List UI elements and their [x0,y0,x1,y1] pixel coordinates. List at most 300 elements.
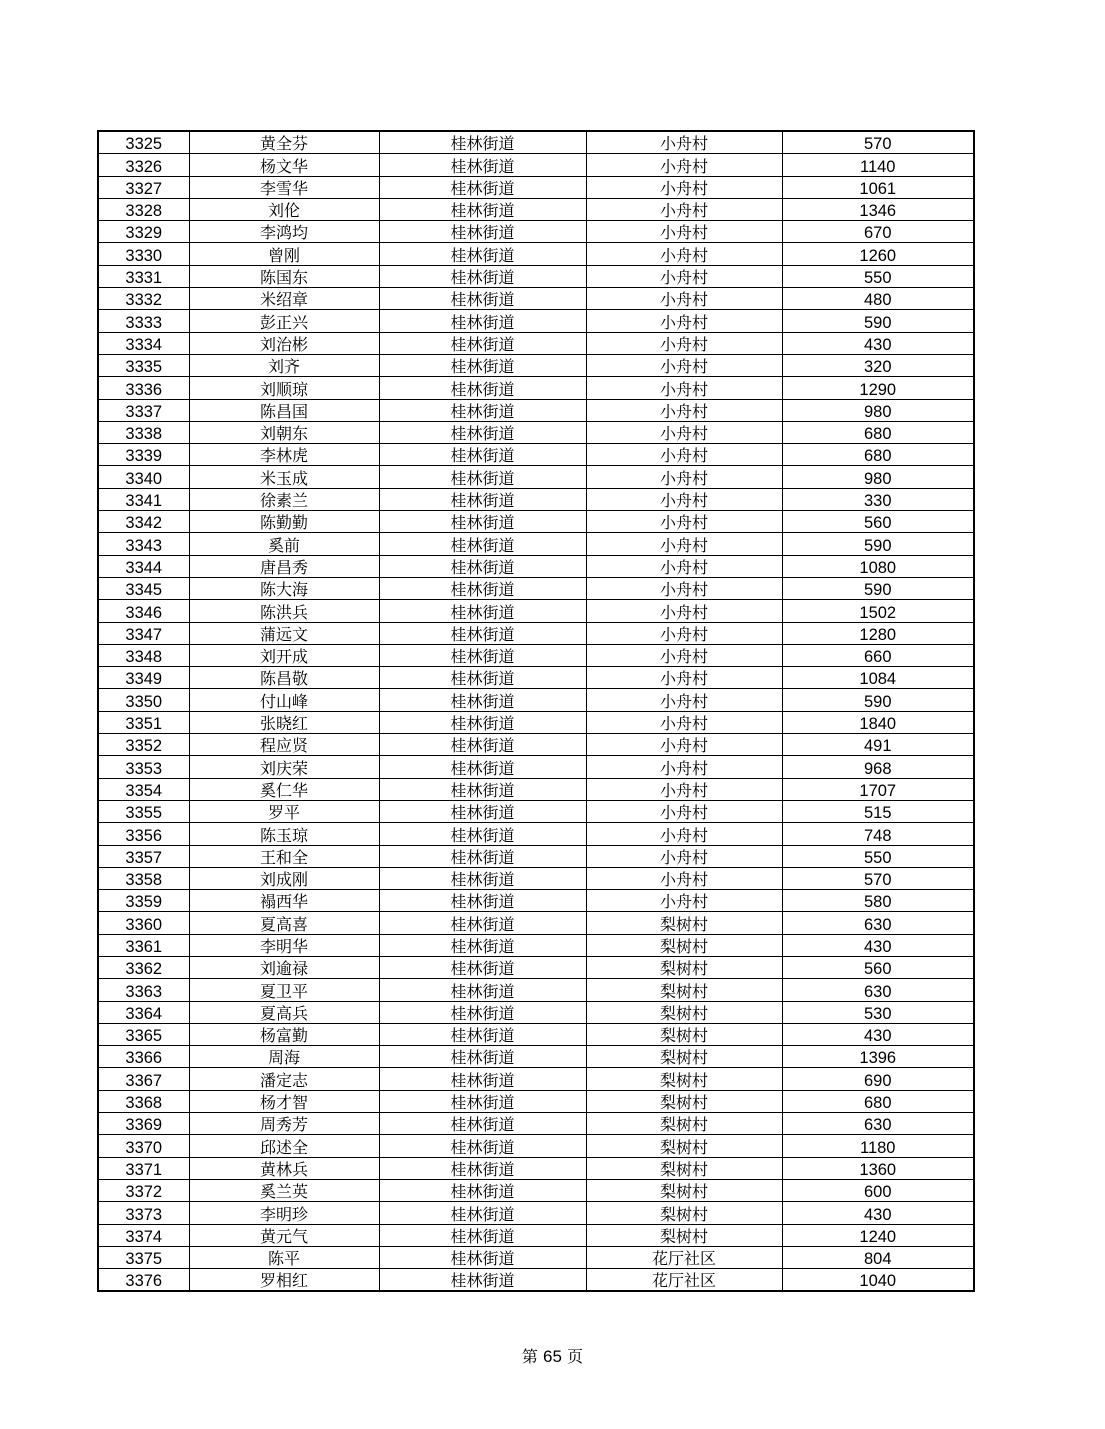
village-cell: 小舟村 [586,265,782,287]
record-id-cell: 3373 [98,1202,189,1224]
street-cell: 桂林街道 [379,444,586,466]
person-name-cell: 杨文华 [189,154,379,176]
table-row [98,332,974,354]
street-cell: 桂林街道 [379,488,586,510]
amount-cell: 590 [782,310,974,332]
table-row [98,466,974,488]
record-id-cell: 3360 [98,912,189,934]
village-cell: 小舟村 [586,711,782,733]
record-id-cell: 3346 [98,600,189,622]
person-name-cell: 陈勤勤 [189,511,379,533]
street-cell: 桂林街道 [379,1068,586,1090]
person-name-cell: 曾刚 [189,243,379,265]
table-row [98,154,974,176]
table-row [98,667,974,689]
amount-cell: 590 [782,689,974,711]
village-cell: 小舟村 [586,867,782,889]
street-cell: 桂林街道 [379,756,586,778]
village-cell: 小舟村 [586,667,782,689]
street-cell: 桂林街道 [379,176,586,198]
person-name-cell: 夏高喜 [189,912,379,934]
record-id-cell: 3328 [98,198,189,220]
person-name-cell: 刘成刚 [189,867,379,889]
record-id-cell: 3375 [98,1246,189,1268]
record-id-cell: 3331 [98,265,189,287]
amount-cell: 804 [782,1246,974,1268]
record-id-cell: 3369 [98,1113,189,1135]
table-row [98,1246,974,1268]
person-name-cell: 奚兰英 [189,1179,379,1201]
village-cell: 梨树村 [586,979,782,1001]
person-name-cell: 黄元气 [189,1224,379,1246]
table-row [98,934,974,956]
street-cell: 桂林街道 [379,221,586,243]
record-id-cell: 3342 [98,511,189,533]
amount-cell: 680 [782,444,974,466]
table-row [98,533,974,555]
street-cell: 桂林街道 [379,198,586,220]
person-name-cell: 奚仁华 [189,778,379,800]
table-row [98,444,974,466]
village-cell: 小舟村 [586,845,782,867]
village-cell: 小舟村 [586,221,782,243]
person-name-cell: 邱述全 [189,1135,379,1157]
table-row [98,1202,974,1224]
street-cell: 桂林街道 [379,288,586,310]
street-cell: 桂林街道 [379,1179,586,1201]
person-name-cell: 陈大海 [189,577,379,599]
amount-cell: 600 [782,1179,974,1201]
person-name-cell: 陈玉琼 [189,823,379,845]
street-cell: 桂林街道 [379,800,586,822]
person-name-cell: 刘开成 [189,644,379,666]
table-row [98,265,974,287]
record-id-cell: 3348 [98,644,189,666]
amount-cell: 630 [782,979,974,1001]
amount-cell: 320 [782,354,974,376]
person-name-cell: 李林虎 [189,444,379,466]
street-cell: 桂林街道 [379,1023,586,1045]
street-cell: 桂林街道 [379,399,586,421]
person-name-cell: 杨才智 [189,1090,379,1112]
person-name-cell: 李鸿均 [189,221,379,243]
amount-cell: 1180 [782,1135,974,1157]
person-name-cell: 陈昌敬 [189,667,379,689]
record-id-cell: 3335 [98,354,189,376]
record-id-cell: 3336 [98,377,189,399]
table-row [98,221,974,243]
amount-cell: 680 [782,421,974,443]
street-cell: 桂林街道 [379,600,586,622]
amount-cell: 630 [782,912,974,934]
village-cell: 小舟村 [586,288,782,310]
village-cell: 梨树村 [586,1135,782,1157]
amount-cell: 570 [782,131,974,154]
amount-cell: 1080 [782,555,974,577]
street-cell: 桂林街道 [379,154,586,176]
person-name-cell: 米玉成 [189,466,379,488]
record-id-cell: 3349 [98,667,189,689]
amount-cell: 1084 [782,667,974,689]
street-cell: 桂林街道 [379,466,586,488]
table-row [98,1224,974,1246]
table-row [98,689,974,711]
village-cell: 小舟村 [586,466,782,488]
table-row [98,421,974,443]
table-row [98,1023,974,1045]
person-name-cell: 李雪华 [189,176,379,198]
street-cell: 桂林街道 [379,1157,586,1179]
table-row [98,845,974,867]
street-cell: 桂林街道 [379,265,586,287]
record-id-cell: 3347 [98,622,189,644]
record-id-cell: 3351 [98,711,189,733]
village-cell: 花厅社区 [586,1269,782,1292]
street-cell: 桂林街道 [379,354,586,376]
person-name-cell: 奚前 [189,533,379,555]
amount-cell: 968 [782,756,974,778]
street-cell: 桂林街道 [379,377,586,399]
village-cell: 小舟村 [586,488,782,510]
person-name-cell: 陈国东 [189,265,379,287]
person-name-cell: 王和全 [189,845,379,867]
person-name-cell: 徐素兰 [189,488,379,510]
amount-cell: 430 [782,1202,974,1224]
record-id-cell: 3372 [98,1179,189,1201]
record-id-cell: 3362 [98,956,189,978]
page-label-suffix: 页 [567,1347,584,1366]
table-row [98,800,974,822]
person-name-cell: 李明华 [189,934,379,956]
table-row [98,600,974,622]
record-id-cell: 3363 [98,979,189,1001]
table-row [98,644,974,666]
village-cell: 小舟村 [586,399,782,421]
table-row [98,823,974,845]
village-cell: 小舟村 [586,756,782,778]
village-cell: 小舟村 [586,644,782,666]
street-cell: 桂林街道 [379,555,586,577]
person-name-cell: 刘治彬 [189,332,379,354]
amount-cell: 1290 [782,377,974,399]
person-name-cell: 蒲远文 [189,622,379,644]
table-row [98,1090,974,1112]
street-cell: 桂林街道 [379,310,586,332]
record-id-cell: 3355 [98,800,189,822]
street-cell: 桂林街道 [379,1090,586,1112]
record-id-cell: 3357 [98,845,189,867]
street-cell: 桂林街道 [379,1246,586,1268]
page-number: 65 [543,1347,562,1366]
table-row [98,176,974,198]
record-id-cell: 3334 [98,332,189,354]
street-cell: 桂林街道 [379,1113,586,1135]
amount-cell: 1346 [782,198,974,220]
amount-cell: 570 [782,867,974,889]
amount-cell: 590 [782,533,974,555]
amount-cell: 670 [782,221,974,243]
record-id-cell: 3341 [98,488,189,510]
amount-cell: 430 [782,934,974,956]
village-cell: 小舟村 [586,243,782,265]
amount-cell: 1396 [782,1046,974,1068]
village-cell: 梨树村 [586,1113,782,1135]
village-cell: 小舟村 [586,310,782,332]
table-row [98,867,974,889]
village-cell: 小舟村 [586,131,782,154]
record-id-cell: 3376 [98,1269,189,1292]
table-row [98,198,974,220]
table-row [98,979,974,1001]
record-id-cell: 3358 [98,867,189,889]
street-cell: 桂林街道 [379,689,586,711]
village-cell: 小舟村 [586,823,782,845]
table-row [98,1157,974,1179]
record-id-cell: 3371 [98,1157,189,1179]
amount-cell: 530 [782,1001,974,1023]
person-name-cell: 程应贤 [189,734,379,756]
record-id-cell: 3365 [98,1023,189,1045]
table-row [98,511,974,533]
street-cell: 桂林街道 [379,511,586,533]
person-name-cell: 刘逾禄 [189,956,379,978]
street-cell: 桂林街道 [379,734,586,756]
village-cell: 梨树村 [586,1179,782,1201]
village-cell: 梨树村 [586,1202,782,1224]
village-cell: 梨树村 [586,934,782,956]
table-row [98,711,974,733]
amount-cell: 980 [782,399,974,421]
record-id-cell: 3330 [98,243,189,265]
amount-cell: 1040 [782,1269,974,1292]
record-id-cell: 3364 [98,1001,189,1023]
amount-cell: 1140 [782,154,974,176]
village-cell: 梨树村 [586,1224,782,1246]
person-name-cell: 刘齐 [189,354,379,376]
street-cell: 桂林街道 [379,956,586,978]
person-name-cell: 刘庆荣 [189,756,379,778]
street-cell: 桂林街道 [379,1224,586,1246]
person-name-cell: 杨富勤 [189,1023,379,1045]
person-name-cell: 付山峰 [189,689,379,711]
amount-cell: 1360 [782,1157,974,1179]
records-table [97,130,975,1292]
person-name-cell: 刘顺琼 [189,377,379,399]
records-table-container [97,130,973,1292]
record-id-cell: 3361 [98,934,189,956]
table-row [98,1269,974,1292]
amount-cell: 580 [782,890,974,912]
village-cell: 梨树村 [586,912,782,934]
amount-cell: 1280 [782,622,974,644]
village-cell: 小舟村 [586,332,782,354]
table-row [98,243,974,265]
table-row [98,734,974,756]
street-cell: 桂林街道 [379,332,586,354]
street-cell: 桂林街道 [379,934,586,956]
village-cell: 小舟村 [586,689,782,711]
village-cell: 小舟村 [586,198,782,220]
record-id-cell: 3343 [98,533,189,555]
record-id-cell: 3327 [98,176,189,198]
person-name-cell: 唐昌秀 [189,555,379,577]
table-row [98,756,974,778]
record-id-cell: 3366 [98,1046,189,1068]
street-cell: 桂林街道 [379,1269,586,1292]
village-cell: 小舟村 [586,555,782,577]
amount-cell: 680 [782,1090,974,1112]
amount-cell: 1502 [782,600,974,622]
person-name-cell: 罗相红 [189,1269,379,1292]
record-id-cell: 3326 [98,154,189,176]
record-id-cell: 3338 [98,421,189,443]
person-name-cell: 褟西华 [189,890,379,912]
record-id-cell: 3356 [98,823,189,845]
village-cell: 梨树村 [586,1046,782,1068]
amount-cell: 515 [782,800,974,822]
village-cell: 小舟村 [586,154,782,176]
record-id-cell: 3329 [98,221,189,243]
page-footer [0,1344,1105,1367]
person-name-cell: 米绍章 [189,288,379,310]
record-id-cell: 3340 [98,466,189,488]
record-id-cell: 3352 [98,734,189,756]
street-cell: 桂林街道 [379,622,586,644]
village-cell: 梨树村 [586,1023,782,1045]
table-row [98,1135,974,1157]
street-cell: 桂林街道 [379,644,586,666]
record-id-cell: 3332 [98,288,189,310]
table-row [98,399,974,421]
village-cell: 梨树村 [586,1157,782,1179]
village-cell: 花厅社区 [586,1246,782,1268]
village-cell: 小舟村 [586,778,782,800]
amount-cell: 630 [782,1113,974,1135]
amount-cell: 980 [782,466,974,488]
table-row [98,577,974,599]
table-row [98,377,974,399]
village-cell: 梨树村 [586,1068,782,1090]
table-row [98,131,974,154]
village-cell: 小舟村 [586,421,782,443]
street-cell: 桂林街道 [379,867,586,889]
table-row [98,1046,974,1068]
village-cell: 小舟村 [586,800,782,822]
record-id-cell: 3370 [98,1135,189,1157]
village-cell: 小舟村 [586,444,782,466]
person-name-cell: 彭正兴 [189,310,379,332]
amount-cell: 430 [782,1023,974,1045]
amount-cell: 550 [782,265,974,287]
amount-cell: 590 [782,577,974,599]
person-name-cell: 张晓红 [189,711,379,733]
street-cell: 桂林街道 [379,667,586,689]
record-id-cell: 3359 [98,890,189,912]
table-row [98,310,974,332]
street-cell: 桂林街道 [379,1135,586,1157]
street-cell: 桂林街道 [379,778,586,800]
street-cell: 桂林街道 [379,1202,586,1224]
street-cell: 桂林街道 [379,131,586,154]
person-name-cell: 陈平 [189,1246,379,1268]
village-cell: 梨树村 [586,956,782,978]
table-row [98,1179,974,1201]
village-cell: 小舟村 [586,734,782,756]
street-cell: 桂林街道 [379,979,586,1001]
record-id-cell: 3354 [98,778,189,800]
amount-cell: 550 [782,845,974,867]
village-cell: 小舟村 [586,890,782,912]
street-cell: 桂林街道 [379,845,586,867]
person-name-cell: 黄林兵 [189,1157,379,1179]
person-name-cell: 周秀芳 [189,1113,379,1135]
record-id-cell: 3344 [98,555,189,577]
table-row [98,778,974,800]
street-cell: 桂林街道 [379,1001,586,1023]
table-row [98,890,974,912]
amount-cell: 491 [782,734,974,756]
page-label-prefix: 第 [521,1347,538,1366]
village-cell: 梨树村 [586,1001,782,1023]
village-cell: 小舟村 [586,176,782,198]
street-cell: 桂林街道 [379,711,586,733]
person-name-cell: 刘伦 [189,198,379,220]
amount-cell: 430 [782,332,974,354]
amount-cell: 560 [782,511,974,533]
street-cell: 桂林街道 [379,890,586,912]
table-row [98,1068,974,1090]
record-id-cell: 3345 [98,577,189,599]
street-cell: 桂林街道 [379,1046,586,1068]
person-name-cell: 周海 [189,1046,379,1068]
amount-cell: 480 [782,288,974,310]
street-cell: 桂林街道 [379,823,586,845]
amount-cell: 330 [782,488,974,510]
village-cell: 小舟村 [586,533,782,555]
person-name-cell: 黄全芬 [189,131,379,154]
record-id-cell: 3339 [98,444,189,466]
street-cell: 桂林街道 [379,533,586,555]
village-cell: 小舟村 [586,577,782,599]
record-id-cell: 3350 [98,689,189,711]
amount-cell: 1240 [782,1224,974,1246]
table-row [98,354,974,376]
table-row [98,1113,974,1135]
street-cell: 桂林街道 [379,912,586,934]
person-name-cell: 陈洪兵 [189,600,379,622]
person-name-cell: 刘朝东 [189,421,379,443]
street-cell: 桂林街道 [379,421,586,443]
table-row [98,555,974,577]
amount-cell: 560 [782,956,974,978]
table-row [98,912,974,934]
amount-cell: 660 [782,644,974,666]
village-cell: 小舟村 [586,511,782,533]
amount-cell: 1707 [782,778,974,800]
table-row [98,622,974,644]
street-cell: 桂林街道 [379,243,586,265]
amount-cell: 1260 [782,243,974,265]
record-id-cell: 3333 [98,310,189,332]
record-id-cell: 3367 [98,1068,189,1090]
person-name-cell: 夏卫平 [189,979,379,1001]
person-name-cell: 夏高兵 [189,1001,379,1023]
village-cell: 小舟村 [586,377,782,399]
record-id-cell: 3368 [98,1090,189,1112]
village-cell: 小舟村 [586,354,782,376]
village-cell: 小舟村 [586,622,782,644]
records-table-body [98,131,974,1291]
